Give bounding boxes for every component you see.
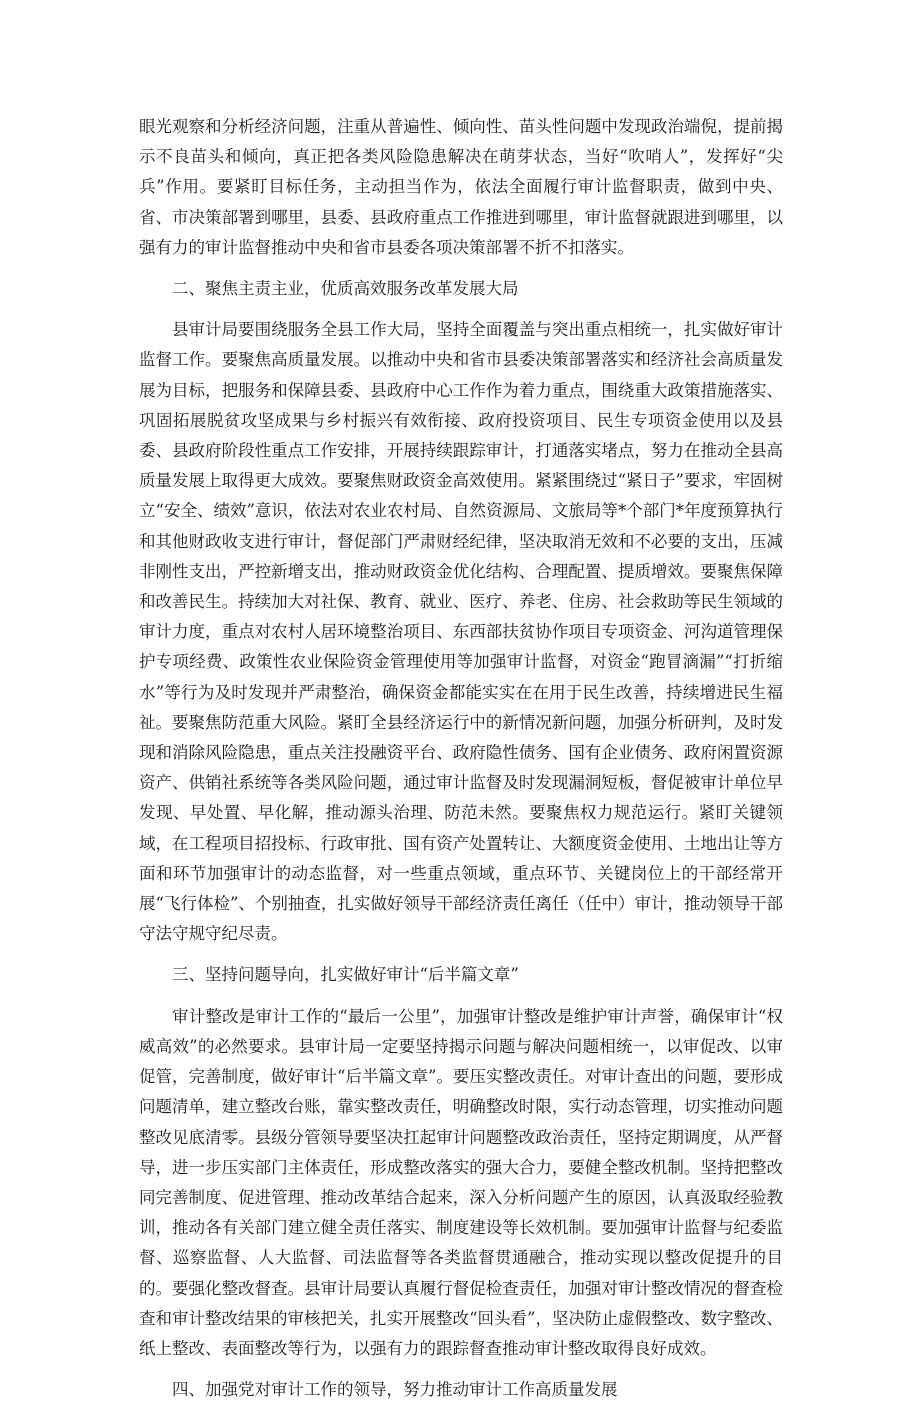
section-heading: 四、加强党对审计工作的领导，努力推动审计工作高质量发展 bbox=[172, 1380, 618, 1400]
section-heading: 二、聚焦主责主业，优质高效服务改革发展大局 bbox=[172, 279, 519, 299]
body-paragraph: 审计整改是审计工作的“最后一公里”，加强审计整改是维护审计声誉，确保审计“权威高效”的必然要求。县审计局一定要坚持揭示问题与解决问题相统一，以审促改、以审促管，完善制度，做好审计“后半篇文章”。要压实整改责任。对审计查出的问题，要形成问题清单，建立整改台账，靠实整改责任，明确整改时限，实行动态管理，切实推动问题整改见底清零。县级分管领导要坚决扛起审计问题整改政治责任，坚持定期调度，从严督导，进一步压实部门主体责任，形成整改落实的强大合力，要健全整改机制。坚持把整改同完善制度、促进管理、推动改革结合起来，深入分析问题产生的原因，认真汲取经验教训，推动各有关部门建立健全责任落实、制度建设等长效机制。要加强审计监督与纪委监督、巡察监督、人大监督、司法监督等各类监督贯通融合，推动实现以整改促提升的目的。要强化整改督查。县审计局要认真履行督促检查责任，加强对审计整改情况的督查检查和审计整改结果的审核把关，扎实开展整改“回头看”，坚决防止虚假整改、数字整改、纸上整改、表面整改等行为，以强有力的跟踪督查推动审计整改取得良好成效。 bbox=[139, 1006, 783, 1358]
body-paragraph: 眼光观察和分析经济问题，注重从普遍性、倾向性、苗头性问题中发现政治端倪，提前揭示不良苗头和倾向，真正把各类风险隐患解决在萌芽状态，当好“吹哨人”，发挥好“尖兵”作用。要紧盯目标任务，主动担当作为，依法全面履行审计监督职责，做到中央、省、市决策部署到哪里，县委、县政府重点工作推进到哪里，审计监督就跟进到哪里，以强有力的审计监督推动中央和省市县委各项决策部署不折不扣落实。 bbox=[139, 117, 783, 257]
body-paragraph: 县审计局要围绕服务全县工作大局，坚持全面覆盖与突出重点相统一，扎实做好审计监督工作。要聚焦高质量发展。以推动中央和省市县委决策部署落实和经济社会高质量发展为目标，把服务和保障县委、县政府中心工作作为着力重点，围绕重大政策措施落实、巩固拓展脱贫攻坚成果与乡村振兴有效衔接、政府投资项目、民生专项资金使用以及县委、县政府阶段性重点工作安排，开展持续跟踪审计，打通落实堵点，努力在推动全县高质量发展上取得更大成效。要聚焦财政资金高效使用。紧紧围绕过“紧日子”要求，牢固树立“安全、绩效”意识，依法对农业农村局、自然资源局、文旅局等*个部门*年度预算执行和其他财政收支进行审计，督促部门严肃财经纪律，坚决取消无效和不必要的支出，压减非刚性支出，严控新增支出，推动财政资金优化结构、合理配置、提质增效。要聚焦保障和改善民生。持续加大对社保、教育、就业、医疗、养老、住房、社会救助等民生领域的审计力度，重点对农村人居环境整治项目、东西部扶贫协作项目专项资金、河沟道管理保护专项经费、政策性农业保险资金管理使用等加强审计监督，对资金“跑冒滴漏”“打折缩水”等行为及时发现并严肃整治，确保资金都能实实在在用于民生改善，持续增进民生福祉。要聚焦防范重大风险。紧盯全县经济运行中的新情况新问题，加强分析研判，及时发现和消除风险隐患，重点关注投融资平台、政府隐性债务、国有企业债务、政府闲置资源资产、供销社系统等各类风险问题，通过审计监督及时发现漏洞短板，督促被审计单位早发现、早处置、早化解，推动源头治理、防范未然。要聚焦权力规范运行。紧盯关键领域，在工程项目招投标、行政审批、国有资产处置转让、大额度资金使用、土地出让等方面和环节加强审计的动态监督，对一些重点领域，重点环节、关键岗位上的干部经常开展“飞行体检”、个别抽查，扎实做好领导干部经济责任离任（任中）审计，推动领导干部守法守规守纪尽责。 bbox=[139, 320, 783, 944]
section-heading: 三、坚持问题导向，扎实做好审计“后半篇文章” bbox=[172, 965, 519, 985]
document-body bbox=[139, 112, 783, 1416]
